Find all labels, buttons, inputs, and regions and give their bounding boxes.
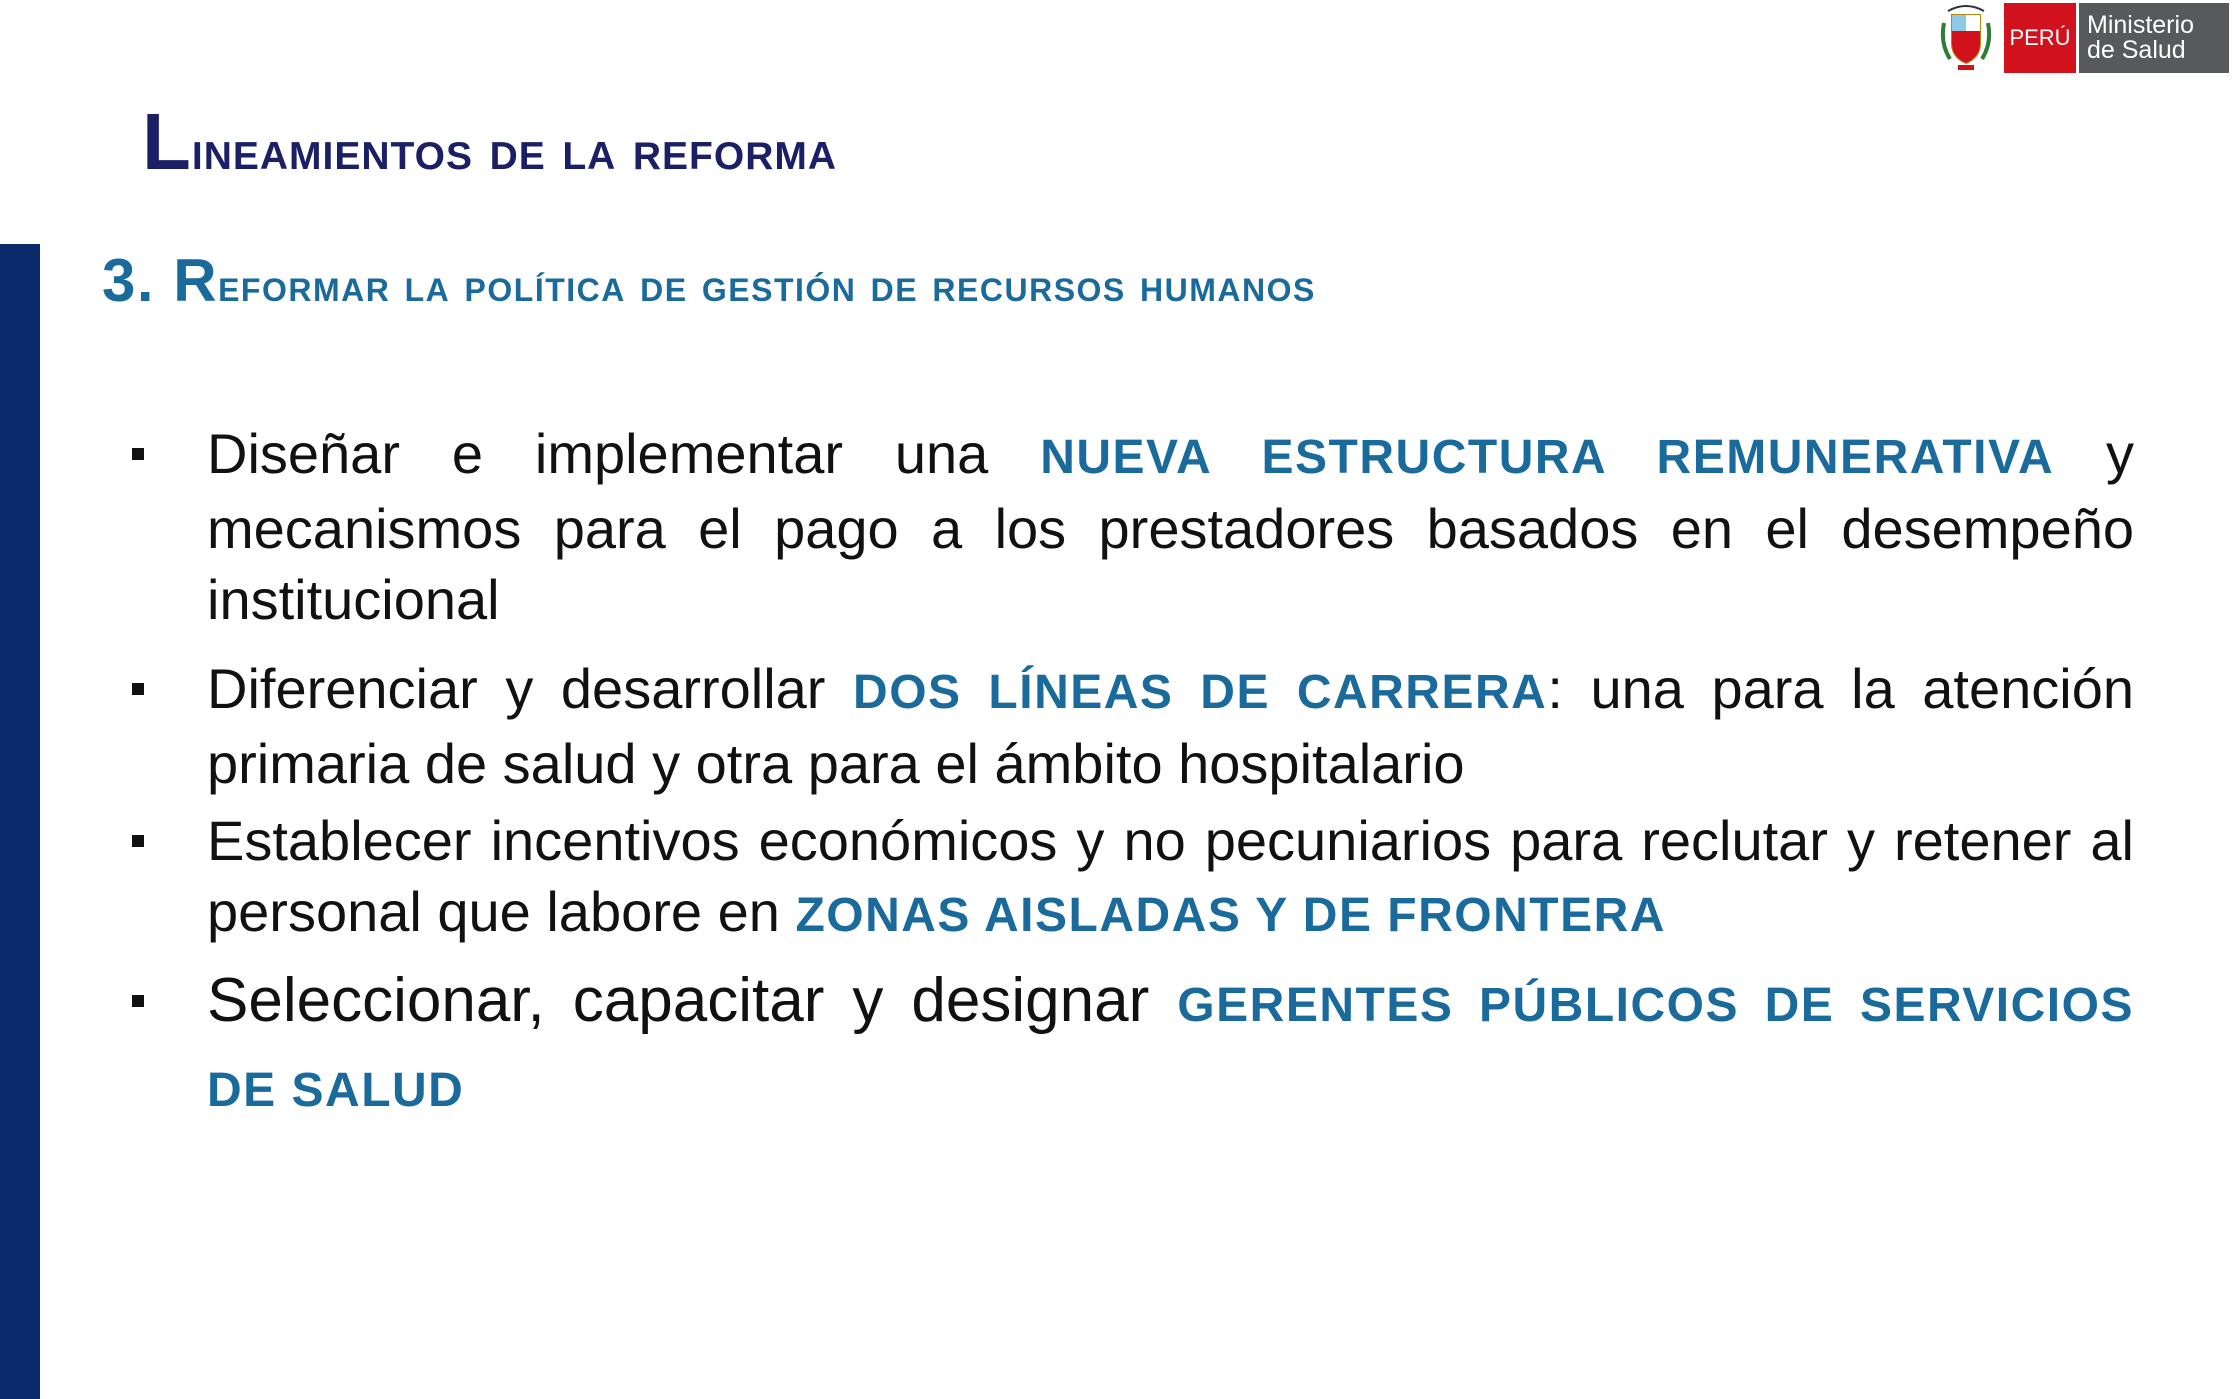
ministry-line-2: de Salud: [2087, 36, 2186, 64]
square-bullet-icon: [132, 835, 144, 847]
left-accent-bar: [0, 244, 40, 1399]
ministry-line-1: Ministerio: [2087, 11, 2194, 39]
page-title-initial: L: [142, 97, 192, 186]
section-title-prefix: 3.: [102, 247, 174, 314]
bullet-text: : una para la atención primaria de salud y otra para el ámbito hospitalario: [207, 657, 2135, 795]
section-title-rest: eformar la política de gestión de recursos humanos: [218, 259, 1316, 311]
bullet-highlight: ZONAS AISLADAS Y DE FRONTERA: [795, 889, 1666, 942]
page-title-rest: ineamientos de la reforma: [191, 118, 838, 181]
ministry-label: [2079, 3, 2229, 73]
bullet-highlight: DOS LÍNEAS DE CARRERA: [853, 666, 1548, 719]
bullet-highlight: NUEVA ESTRUCTURA REMUNERATIVA: [1040, 431, 2055, 484]
page-title: [142, 96, 837, 188]
bullet-list: [130, 418, 2134, 1131]
peru-label: PERÚ: [2004, 3, 2076, 73]
bullet-text: Seleccionar, capacitar y designar: [207, 966, 1178, 1035]
square-bullet-icon: [132, 683, 144, 695]
square-bullet-icon: [132, 448, 144, 460]
bullet-text: Diseñar e implementar una: [207, 422, 1041, 485]
bullet-item: [130, 418, 2134, 635]
bullet-text: Diferenciar y desarrollar: [207, 657, 854, 720]
bullet-highlight: GERENTES PÚBLICOS DE SERVICIOS DE SALUD: [207, 979, 2134, 1117]
coat-of-arms-icon: [1940, 3, 1992, 73]
bullet-text: Establecer incentivos económicos y no pecuniarios para reclutar y retener al personal que labore en: [207, 809, 2134, 943]
square-bullet-icon: [132, 995, 144, 1007]
section-title: [102, 246, 1316, 315]
ministry-logo: [1940, 3, 2229, 73]
bullet-item: [130, 961, 2134, 1131]
bullet-text: y mecanismos para el pago a los prestadores basados en el desempeño institucional: [207, 422, 2134, 631]
bullet-item: [130, 805, 2134, 951]
section-title-initial: R: [173, 247, 219, 314]
bullet-item: [130, 653, 2134, 799]
